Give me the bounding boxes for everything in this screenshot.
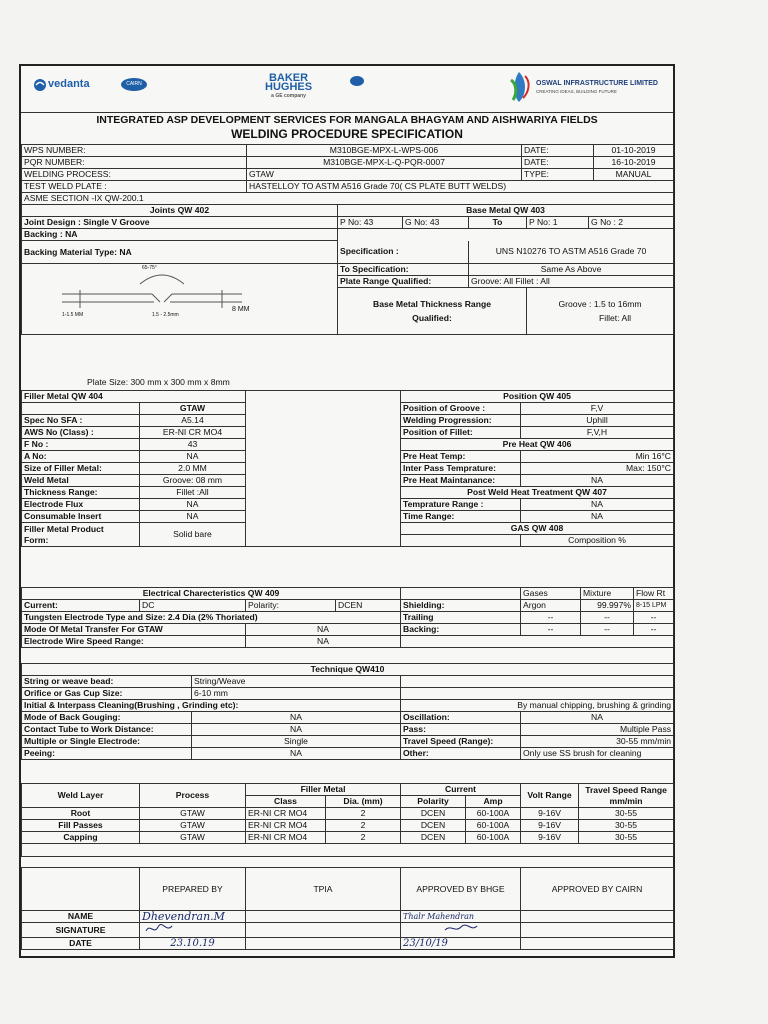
preheat-heading: Pre Heat QW 406 <box>401 439 674 451</box>
test-plate-value: HASTELLOY TO ASTM A516 Grade 70( CS PLATE BUTT WELDS) <box>247 181 674 193</box>
layer-volt: 9-16V <box>521 808 579 820</box>
approved-bhge: APPROVED BY BHGE <box>401 868 521 911</box>
layer-speed: 30-55 <box>579 820 674 832</box>
document-title: WELDING PROCEDURE SPECIFICATION <box>231 127 463 141</box>
f-no: 43 <box>140 439 246 451</box>
process-label: WELDING PROCESS: <box>22 169 247 181</box>
cup-size: 6-10 mm <box>192 688 401 700</box>
electrical-heading: Electrical Charecteristics QW 409 <box>22 588 401 600</box>
technique-heading: Technique QW410 <box>22 664 674 676</box>
polarity-col: Polarity <box>401 796 466 808</box>
trailing-mix: -- <box>581 612 634 624</box>
filler-heading: Filler Metal QW 404 <box>22 391 246 403</box>
flow-col: Flow Rt <box>634 588 674 600</box>
bead-type: String/Weave <box>192 676 401 688</box>
polarity: DCEN <box>336 600 401 612</box>
current-type: DC <box>140 600 246 612</box>
backing-material-type: Backing Material Type: NA <box>22 241 338 264</box>
layer-class: ER-NI CR MO4 <box>246 820 326 832</box>
back-gouging-label: Mode of Back Gouging: <box>22 712 192 724</box>
polarity-label: Polarity: <box>246 600 336 612</box>
type-label: TYPE: <box>522 169 594 181</box>
oscillation: NA <box>521 712 674 724</box>
welding-process: GTAW <box>247 169 522 181</box>
layer-amp: 60-100A <box>466 820 521 832</box>
asme-section: ASME SECTION -IX QW-200.1 <box>22 193 674 205</box>
wps-sheet <box>19 64 675 958</box>
layer-class: ER-NI CR MO4 <box>246 808 326 820</box>
product-form-label-1: Filler Metal Product <box>24 523 104 534</box>
wps-date: 01-10-2019 <box>594 145 674 157</box>
vedanta-logo-icon <box>33 78 47 92</box>
p-no-1: P No: 43 <box>338 217 403 229</box>
consumable-insert: NA <box>140 511 246 523</box>
weld-metal-label: Weld Metal <box>22 475 140 487</box>
backing-gas: -- <box>521 624 581 636</box>
layer-process: GTAW <box>140 832 246 844</box>
amp-col: Amp <box>466 796 521 808</box>
bmt-range-label-2: Qualified: <box>412 313 452 323</box>
layer-volt: 9-16V <box>521 832 579 844</box>
pqr-number: M310BGE-MPX-L-Q-PQR-0007 <box>247 157 522 169</box>
p-no-2: P No: 1 <box>527 217 589 229</box>
current-col: Current <box>401 784 521 796</box>
backing: Backing : NA <box>22 229 338 241</box>
time-range: NA <box>521 511 674 523</box>
layer-name: Root <box>22 808 140 820</box>
bhge-name: Thalr Mahendran <box>401 911 521 923</box>
peening: NA <box>192 748 401 760</box>
hughes-text: HUGHES <box>265 81 313 93</box>
contact-tube-label: Contact Tube to Work Distance: <box>22 724 192 736</box>
travel-speed-label: Travel Speed (Range): <box>401 736 521 748</box>
travel-speed: 30-55 mm/min <box>521 736 674 748</box>
other-label: Other: <box>401 748 521 760</box>
fillet-position: F,V,H <box>521 427 674 439</box>
process-col: Process <box>140 784 246 808</box>
temp-range-label: Temprature Range : <box>401 499 521 511</box>
bhge-date: 23/10/19 <box>401 938 521 950</box>
cleaning-method: By manual chipping, brushing & grinding <box>401 700 674 712</box>
filler-size: 2.0 MM <box>140 463 246 475</box>
joints-base-table <box>21 204 674 335</box>
to-label: To <box>469 217 527 229</box>
consumable-insert-label: Consumable Insert <box>22 511 140 523</box>
electrode-flux: NA <box>140 499 246 511</box>
welding-type: MANUAL <box>594 169 674 181</box>
to-spec-label: To Specification: <box>338 264 469 276</box>
trailing-gas: -- <box>521 612 581 624</box>
filler-position-table <box>21 390 674 547</box>
wps-number: M310BGE-MPX-L-WPS-006 <box>247 145 522 157</box>
interpass-label: Inter Pass Temprature: <box>401 463 521 475</box>
plate-range-value: Groove: All Fillet : All <box>469 276 674 288</box>
product-form-label <box>22 523 140 547</box>
test-plate-label: TEST WELD PLATE : <box>22 181 247 193</box>
joints-heading: Joints QW 402 <box>22 205 338 217</box>
pqr-date: 16-10-2019 <box>594 157 674 169</box>
progression-label: Welding Progression: <box>401 415 521 427</box>
prepared-by: PREPARED BY <box>140 868 246 911</box>
layer-dia: 2 <box>326 808 401 820</box>
layer-name: Fill Passes <box>22 820 140 832</box>
shielding-label: Shielding: <box>401 600 521 612</box>
layer-process: GTAW <box>140 808 246 820</box>
weld-metal-fillet: Fillet :All <box>140 487 246 499</box>
preheat-temp: Min 16°C <box>521 451 674 463</box>
root-gap-label: 1-1.5 MM <box>62 312 84 318</box>
current-label: Current: <box>22 600 140 612</box>
preheat-temp-label: Pre Heat Temp: <box>401 451 521 463</box>
table-row <box>22 832 674 844</box>
electrical-gas-table <box>21 587 674 648</box>
oswal-tagline: CREATING IDEAS, BUILDING FUTURE <box>536 89 617 94</box>
logo-bar <box>21 66 673 110</box>
bmt-range-label <box>338 288 527 335</box>
date-label: DATE: <box>522 145 594 157</box>
pqr-label: PQR NUMBER: <box>22 157 247 169</box>
bevel-angle-label: 65-75° <box>142 265 157 271</box>
product-form: Solid bare <box>140 523 246 547</box>
weld-layer-table <box>21 783 674 857</box>
back-gouging: NA <box>192 712 401 724</box>
a-no: NA <box>140 451 246 463</box>
layer-amp: 60-100A <box>466 832 521 844</box>
shielding-flow: 8-15 LPM <box>634 600 674 612</box>
trailing-flow: -- <box>634 612 674 624</box>
bhge-signature <box>401 923 521 938</box>
vedanta-logo: vedanta <box>48 78 90 90</box>
layer-name: Capping <box>22 832 140 844</box>
trailing-label: Trailing <box>401 612 521 624</box>
contact-tube: NA <box>192 724 401 736</box>
gas-heading: GAS QW 408 <box>401 523 674 535</box>
layer-amp: 60-100A <box>466 808 521 820</box>
fillet-position-label: Position of Fillet: <box>401 427 521 439</box>
gases-col: Gases <box>521 588 581 600</box>
cairn-logo: CAIRN <box>121 78 147 91</box>
table-row <box>22 808 674 820</box>
wps-label: WPS NUMBER: <box>22 145 247 157</box>
aws-label: AWS No (Class) : <box>22 427 140 439</box>
specification-label: Specification : <box>338 241 469 264</box>
a-no-label: A No: <box>22 451 140 463</box>
weld-metal-groove: Groove: 08 mm <box>140 475 246 487</box>
ge-monogram-icon <box>349 75 365 87</box>
cup-size-label: Orifice or Gas Cup Size: <box>22 688 192 700</box>
tpia: TPIA <box>246 868 401 911</box>
temp-range: NA <box>521 499 674 511</box>
other: Only use SS brush for cleaning <box>521 748 674 760</box>
joint-design: Joint Design : Single V Groove <box>22 217 338 229</box>
layer-polarity: DCEN <box>401 820 466 832</box>
wire-speed: NA <box>246 636 401 648</box>
base-metal-heading: Base Metal QW 403 <box>338 205 674 217</box>
plate-range-label: Plate Range Qualified: <box>338 276 469 288</box>
filler-process: GTAW <box>140 403 246 415</box>
thickness-range-label: Thickness Range: <box>22 487 140 499</box>
baker-text: BAKER <box>268 72 309 84</box>
to-spec-value: Same As Above <box>469 264 674 276</box>
composition-heading: Composition % <box>521 535 674 547</box>
project-title: INTEGRATED ASP DEVELOPMENT SERVICES FOR MANGALA BHAGYAM AND AISHWARIYA FIELDS <box>21 112 673 127</box>
bmt-range-label-1: Base Metal Thickness Range <box>373 299 491 309</box>
oscillation-label: Oscillation: <box>401 712 521 724</box>
signature-label: SIGNATURE <box>22 923 140 938</box>
product-form-label-2: Form: <box>24 534 49 545</box>
layer-polarity: DCEN <box>401 808 466 820</box>
g-no-2: G No : 2 <box>589 217 674 229</box>
bead-label: String or weave bead: <box>22 676 192 688</box>
layer-class: ER-NI CR MO4 <box>246 832 326 844</box>
blank-cell <box>246 391 401 547</box>
thickness-label: 8 MM <box>232 306 250 313</box>
pwht-heading: Post Weld Heat Treatment QW 407 <box>401 487 674 499</box>
g-no-1: G No: 43 <box>403 217 469 229</box>
filler-size-label: Size of Filler Metal: <box>22 463 140 475</box>
baker-hughes-logo <box>265 74 312 101</box>
electrode-count: Single <box>192 736 401 748</box>
dia-col: Dia. (mm) <box>326 796 401 808</box>
spec-sfa-label: Spec No SFA : <box>22 415 140 427</box>
groove-position-label: Position of Groove : <box>401 403 521 415</box>
peening-label: Peeing: <box>22 748 192 760</box>
shielding-mixture: 99.997% <box>581 600 634 612</box>
time-range-label: Time Range: <box>401 511 521 523</box>
metal-transfer: NA <box>246 624 401 636</box>
aws-class: ER-NI CR MO4 <box>140 427 246 439</box>
date-label: DATE: <box>522 157 594 169</box>
shielding-gas: Argon <box>521 600 581 612</box>
layer-speed: 30-55 <box>579 832 674 844</box>
bmt-range-value <box>527 288 674 335</box>
layer-col: Weld Layer <box>22 784 140 808</box>
layer-dia: 2 <box>326 832 401 844</box>
preparer-signature <box>140 923 246 938</box>
oswal-logo-icon <box>505 70 533 104</box>
technique-table <box>21 663 674 760</box>
plate-size: Plate Size: 300 mm x 300 mm x 8mm <box>87 377 230 387</box>
root-face-label: 1.5 - 2.5mm <box>152 312 179 318</box>
layer-dia: 2 <box>326 820 401 832</box>
preheat-maint: NA <box>521 475 674 487</box>
groove-position: F,V <box>521 403 674 415</box>
header-info-table <box>21 144 674 205</box>
backing-flow: -- <box>634 624 674 636</box>
f-no-label: F No : <box>22 439 140 451</box>
electrode-flux-label: Electrode Flux <box>22 499 140 511</box>
layer-polarity: DCEN <box>401 832 466 844</box>
name-label: NAME <box>22 911 140 923</box>
bmt-groove: Groove : 1.5 to 16mm <box>558 299 642 309</box>
spec-sfa: A5.14 <box>140 415 246 427</box>
oswal-name: OSWAL INFRASTRUCTURE LIMITED <box>536 80 658 87</box>
signature-table <box>21 867 674 950</box>
signature-scribble-icon <box>142 923 182 934</box>
layer-process: GTAW <box>140 820 246 832</box>
table-row <box>22 820 674 832</box>
layer-volt: 9-16V <box>521 820 579 832</box>
bmt-fillet: Fillet: All <box>599 313 632 323</box>
specification-value: UNS N10276 TO ASTM A516 Grade 70 <box>469 241 674 264</box>
preparer-name: Dhevendran.M <box>140 911 246 923</box>
electrode-count-label: Multiple or Single Electrode: <box>22 736 192 748</box>
class-col: Class <box>246 796 326 808</box>
preparer-date: 23.10.19 <box>140 938 246 950</box>
filler-col: Filler Metal <box>246 784 401 796</box>
pass: Multiple Pass <box>521 724 674 736</box>
travel-speed-col: Travel Speed Range mm/min <box>579 784 674 808</box>
preheat-maint-label: Pre Heat Maintanance: <box>401 475 521 487</box>
progression: Uphill <box>521 415 674 427</box>
date-label: DATE <box>22 938 140 950</box>
backing-mix: -- <box>581 624 634 636</box>
wire-speed-label: Electrode Wire Speed Range: <box>22 636 246 648</box>
pass-label: Pass: <box>401 724 521 736</box>
ge-company-text: a GE company <box>271 93 306 99</box>
interpass-temp: Max: 150°C <box>521 463 674 475</box>
layer-speed: 30-55 <box>579 808 674 820</box>
metal-transfer-label: Mode Of Metal Transfer For GTAW <box>22 624 246 636</box>
mixture-col: Mixture <box>581 588 634 600</box>
joint-sketch-cell <box>22 264 338 335</box>
approved-cairn: APPROVED BY CAIRN <box>521 868 674 911</box>
position-heading: Position QW 405 <box>401 391 674 403</box>
tungsten-electrode: Tungsten Electrode Type and Size: 2.4 Dia (2% Thoriated) <box>22 612 401 624</box>
backing-gas-label: Backing: <box>401 624 521 636</box>
volt-col: Volt Range <box>521 784 579 808</box>
signature-scribble-icon <box>441 923 481 934</box>
cleaning-label: Initial & Interpass Cleaning(Brushing , Grinding etc): <box>22 700 401 712</box>
